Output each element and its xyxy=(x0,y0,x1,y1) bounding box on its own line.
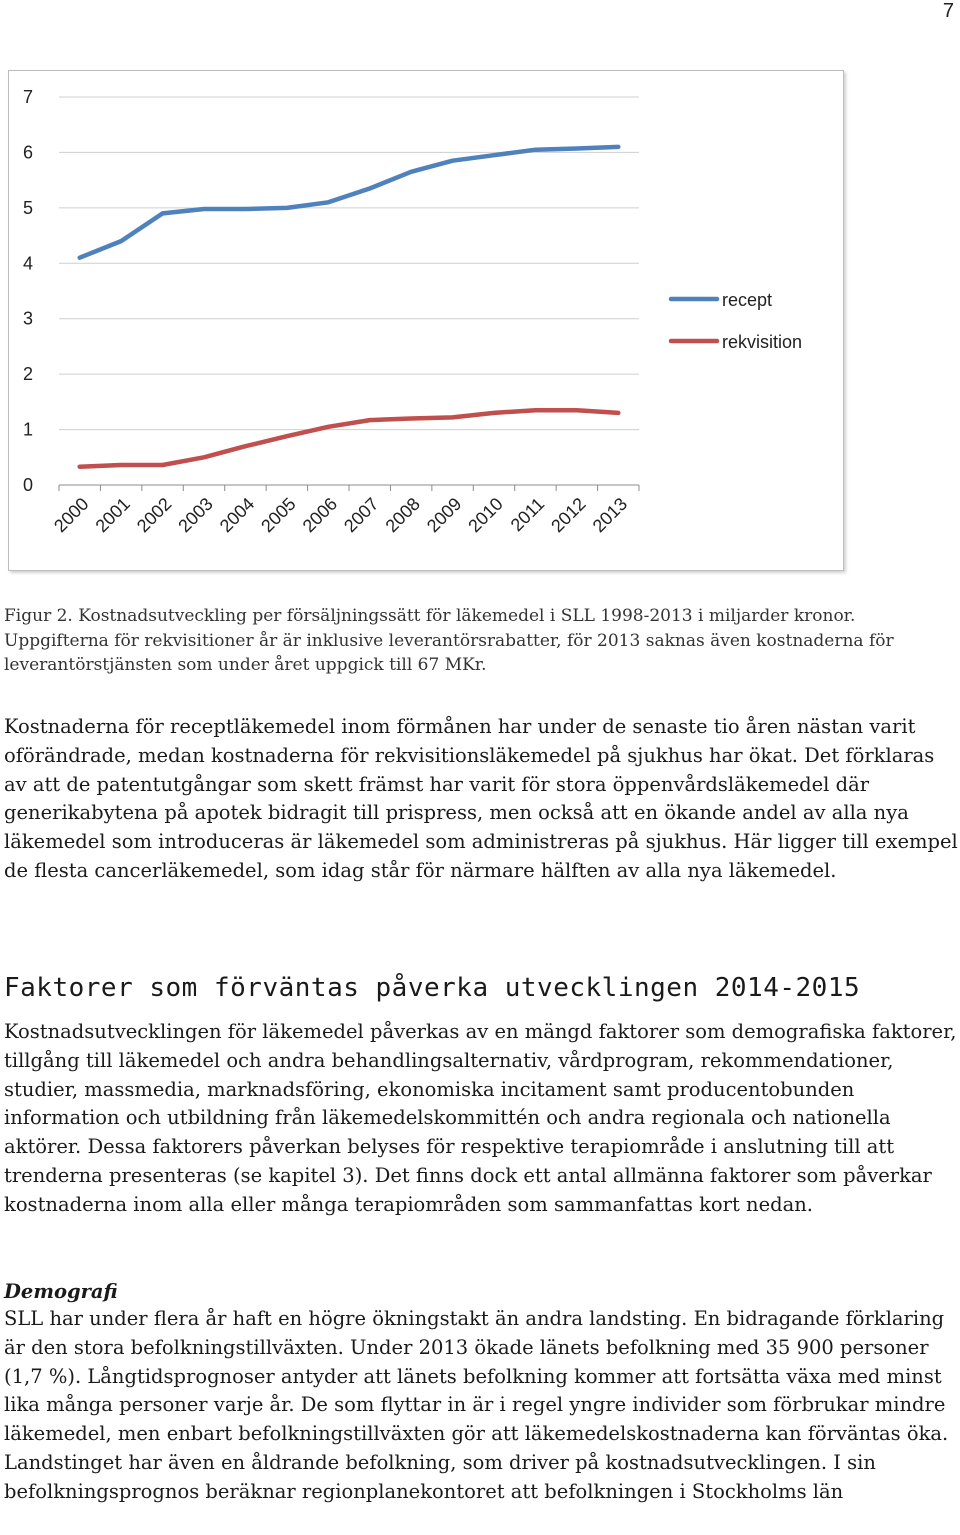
y-axis-ticks xyxy=(23,87,33,495)
x-tick-label: 2010 xyxy=(464,493,507,537)
x-tick-label: 2001 xyxy=(91,493,134,537)
legend-label-recept: recept xyxy=(722,290,773,310)
body-paragraph-3: SLL har under flera år haft en högre ökningstakt än andra landsting. En bidragande förklaring är den stora befolkningstillväxten. Under 2013 ökade länets befolkning med 35 900 personer (1,7 %). Långtidsprognoser antyder att länets befolkning kommer att fortsätta växa med minst lika många personer varje år. De som flyttar in är i regel yngre individer som förbrukar mindre läkemedel, men enbart befolkningstillväxten gör att läkemedelskostnaderna kan förväntas öka. Landstinget har även en åldrande befolkning, som driver på kostnadsutvecklingen. I sin befolkningsprognos beräknar regionplanekontoret att befolkningen i Stockholms län xyxy=(4,1307,949,1503)
x-tick-label: 2011 xyxy=(506,493,549,536)
y-tick-label: 3 xyxy=(22,308,33,329)
y-tick-label: 1 xyxy=(22,419,33,440)
x-tick-label: 2005 xyxy=(257,493,300,537)
x-tick-label: 2008 xyxy=(381,493,424,537)
figure-caption-text: Kostnadsutveckling per försäljningssätt för läkemedel i SLL 1998-2013 i miljarder kronor. Uppgifterna för rekvisitioner år är inklusive leverantörsrabatter, för 2013 saknas även kostnaderna för leverantörstjänsten som under året uppgick till 67 MKr. xyxy=(4,606,894,675)
chart-series xyxy=(80,147,619,467)
x-axis-ticks xyxy=(50,494,631,536)
body-paragraph-2: Kostnadsutvecklingen för läkemedel påverkas av en mängd faktorer som demografiska faktorer, tillgång till läkemedel och andra behandlingsalternativ, vårdprogram, rekommendationer, studier, massmedia, marknadsföring, ekonomiska incitament samt producentobunden information och utbildning från läkemedelskommittén och andra regionala och nationella aktörer. Dessa faktorers påverkan belyses för respektive terapiområde i anslutning till att trenderna presenteras (se kapitel 3). Det finns dock ett antal allmänna faktorer som påverkar kostnaderna inom alla eller många terapiområden som sammanfattas kort nedan. xyxy=(4,1020,957,1216)
x-tick-label: 2002 xyxy=(132,493,176,537)
section-heading: Faktorer som förväntas påverka utvecklingen 2014-2015 xyxy=(4,973,861,1003)
y-tick-label: 2 xyxy=(22,364,33,385)
subheading-demografi: Demografi xyxy=(4,1280,118,1303)
chart-grid xyxy=(59,97,639,491)
page-number: 7 xyxy=(942,0,954,22)
x-tick-label: 2006 xyxy=(298,493,342,537)
x-tick-label: 2012 xyxy=(547,493,590,537)
x-tick-label: 2007 xyxy=(340,493,383,537)
y-tick-label: 5 xyxy=(22,197,33,218)
chart-frame xyxy=(8,70,844,571)
y-tick-label: 0 xyxy=(22,475,33,495)
x-tick-label: 2009 xyxy=(422,493,466,537)
y-tick-label: 6 xyxy=(22,142,33,163)
series-line-recept xyxy=(80,147,619,258)
x-tick-label: 2004 xyxy=(215,493,259,537)
line-chart xyxy=(9,71,845,572)
chart-legend xyxy=(671,290,802,352)
x-tick-label: 2003 xyxy=(174,493,217,537)
figure-caption xyxy=(4,604,958,678)
x-tick-label: 2000 xyxy=(50,493,93,537)
y-tick-label: 7 xyxy=(22,87,33,107)
body-paragraph-1: Kostnaderna för receptläkemedel inom förmånen har under de senaste tio åren nästan varit oförändrade, medan kostnaderna för rekvisitionsläkemedel på sjukhus har ökat. Det förklaras av att de patentutgångar som skett främst har varit för stora öppenvårdsläkemedel där generikabytena på apotek bidragit till prispress, men också att en ökande andel av alla nya läkemedel som introduceras är läkemedel som administreras på sjukhus. Här ligger till exempel de flesta cancerläkemedel, som idag står för närmare hälften av alla nya läkemedel. xyxy=(4,715,958,882)
x-tick-label: 2013 xyxy=(588,493,632,537)
y-tick-label: 4 xyxy=(22,253,33,274)
legend-label-rekvisition: rekvisition xyxy=(722,332,803,352)
figure-label: Figur 2. xyxy=(4,606,73,626)
series-line-rekvisition xyxy=(80,410,619,467)
